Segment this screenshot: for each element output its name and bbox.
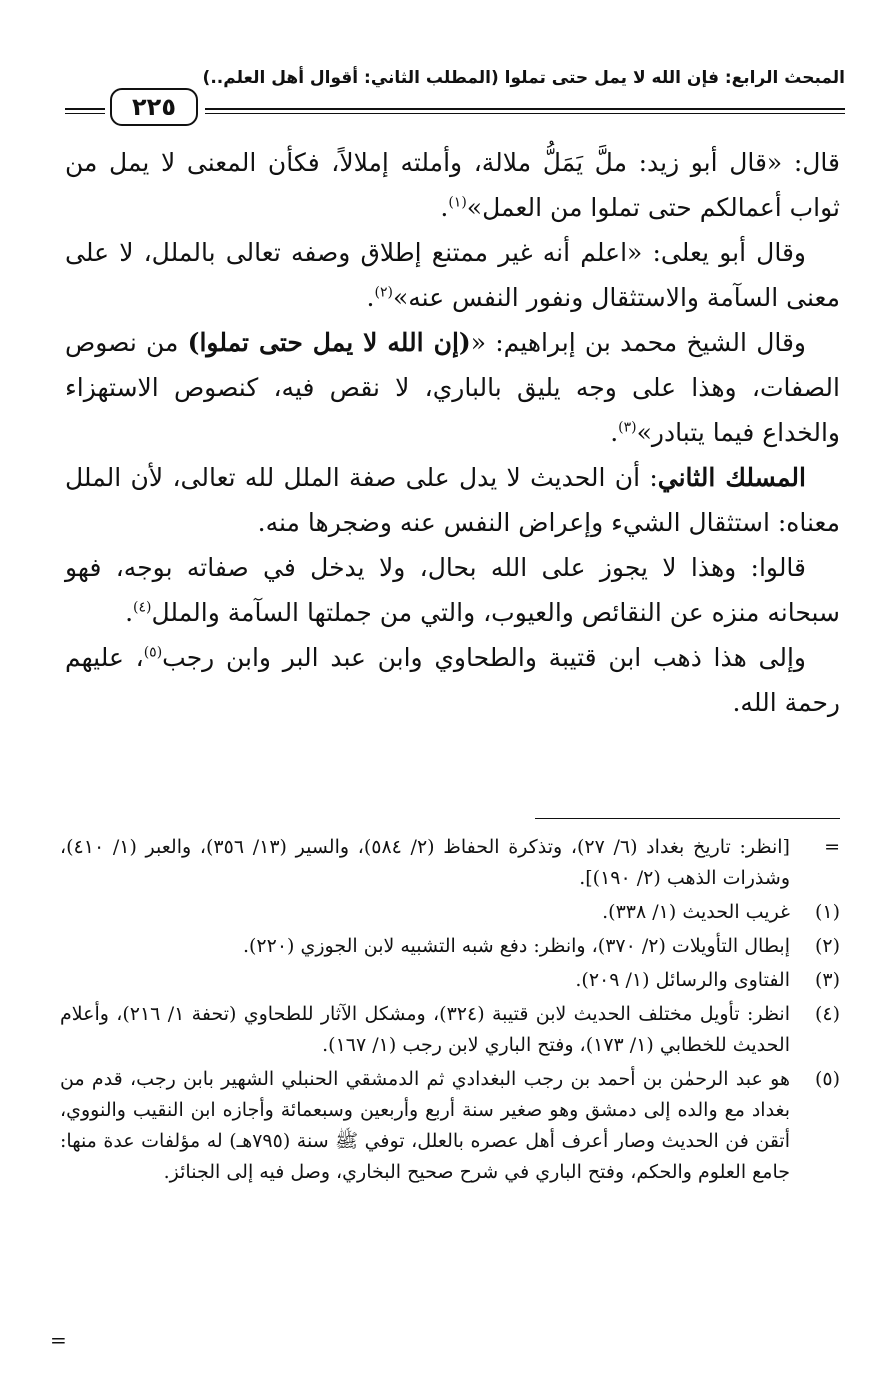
header-rule-thin [205,113,845,114]
header-rule [205,108,845,110]
footnotes [60,832,840,1191]
paragraph-5: قالوا: وهذا لا يجوز على الله بحال، ولا يدخل في صفاته بوجه، فهو سبحانه منزه عن النقائص والعيوب، والتي من جملتها السآمة والملل$^{(٤)}$. [65,553,840,627]
page-header [60,62,845,122]
footnote-4: (٤) انظر: تأويل مختلف الحديث لابن قتيبة (٣٢٤)، ومشكل الآثار للطحاوي (تحفة ١/ ٢١٦)، وأعلام الحديث للخطابي (١/ ١٧٣)، وفتح الباري لابن رجب (١/ ١٦٧). [60,999,840,1061]
paragraph-4: المسلك الثاني: أن الحديث لا يدل على صفة الملل لله تعالى، لأن الملل معناه: استثقال الشيء وإعراض النفس عنه وضجرها منه. [65,463,840,537]
footnote-5: (٥) هو عبد الرحمٰن بن أحمد بن رجب البغدادي ثم الدمشقي الحنبلي الشهير بابن رجب، قدم من بغداد مع والده إلى دمشق وهو صغير سنة أربع وأربعين وسبعمائة وأجازه ابن النقيب والنووي، أتقن فن الحديث وصار أعرف أهل عصره بالعلل، توفي ﷺ سنة (٧٩٥هـ) له مؤلفات عدة منها: جامع العلوم والحكم، وفتح الباري في شرح صحيح البخاري، وصل فيه إلى الجنائز. [60,1064,840,1188]
footnote-mark: (٢) [814,935,840,957]
paragraph-3: وقال الشيخ محمد بن إبراهيم: «(إن الله لا يمل حتى تملوا) من نصوص الصفات، وهذا على وجه يليق بالباري، لا نقص فيه، كنصوص الاستهزاء والخداع فيما يتبادر»$^{(٣)}$. [65,328,840,447]
footnote-ref-4[interactable]: (٤) [133,599,152,616]
footnote-ref-5[interactable]: (٥) [143,644,163,661]
continuation-marker: = [824,836,840,858]
footnote-ref-2[interactable]: (٢) [374,284,393,301]
header-rule-left-thin [65,113,105,114]
footnote-3: (٣) الفتاوى والرسائل (١/ ٢٠٩). [60,965,840,996]
continues-next-page-marker: = [50,1328,67,1352]
footnote-ref-1[interactable]: (١) [448,194,467,211]
main-text [65,140,840,725]
footnote-separator [535,818,840,819]
footnote-1: (١) غريب الحديث (١/ ٣٣٨). [60,897,840,928]
footnote-mark: (٥) [814,1068,840,1090]
section-heading: المسلك الثاني [657,463,806,492]
header-rule-left [65,108,105,110]
footnote-mark: (٣) [814,969,840,991]
footnote-ref-3[interactable]: (٣) [618,419,637,436]
paragraph-2: وقال أبو يعلى: «اعلم أنه غير ممتنع إطلاق وصفه تعالى بالملل، لا على معنى السآمة والاستثقال ونفور النفس عنه»$^{(٢)}$. [65,238,840,312]
footnote-continued: = [انظر: تاريخ بغداد (٦/ ٢٧)، وتذكرة الحفاظ (٢/ ٥٨٤)، والسير (١٣/ ٣٥٦)، والعبر (١/ ٤١٠)، وشذرات الذهب (٢/ ١٩٠)]. [60,832,840,894]
page-number: ٢٢٥ [110,88,198,126]
paragraph-1: قال: «قال أبو زيد: ملَّ يَمَلُّ ملالة، وأملته إملالاً، فكأن المعنى لا يمل من ثواب أعمالكم حتى تملوا من العمل»$^{(١)}$. [65,148,840,222]
hadith-quote: (إن الله لا يمل حتى تملوا) [187,328,471,357]
footnote-mark: (١) [814,901,840,923]
paragraph-6: وإلى هذا ذهب ابن قتيبة والطحاوي وابن عبد البر وابن رجب$^{(٥)}$، عليهم رحمة الله. [65,643,840,717]
running-title: المبحث الرابع: فإن الله لا يمل حتى تملوا (المطلب الثاني: أقوال أهل العلم..) [202,68,845,88]
footnote-mark: (٤) [814,1003,840,1025]
footnote-2: (٢) إبطال التأويلات (٢/ ٣٧٠)، وانظر: دفع شبه التشبيه لابن الجوزي (٢٢٠). [60,931,840,962]
